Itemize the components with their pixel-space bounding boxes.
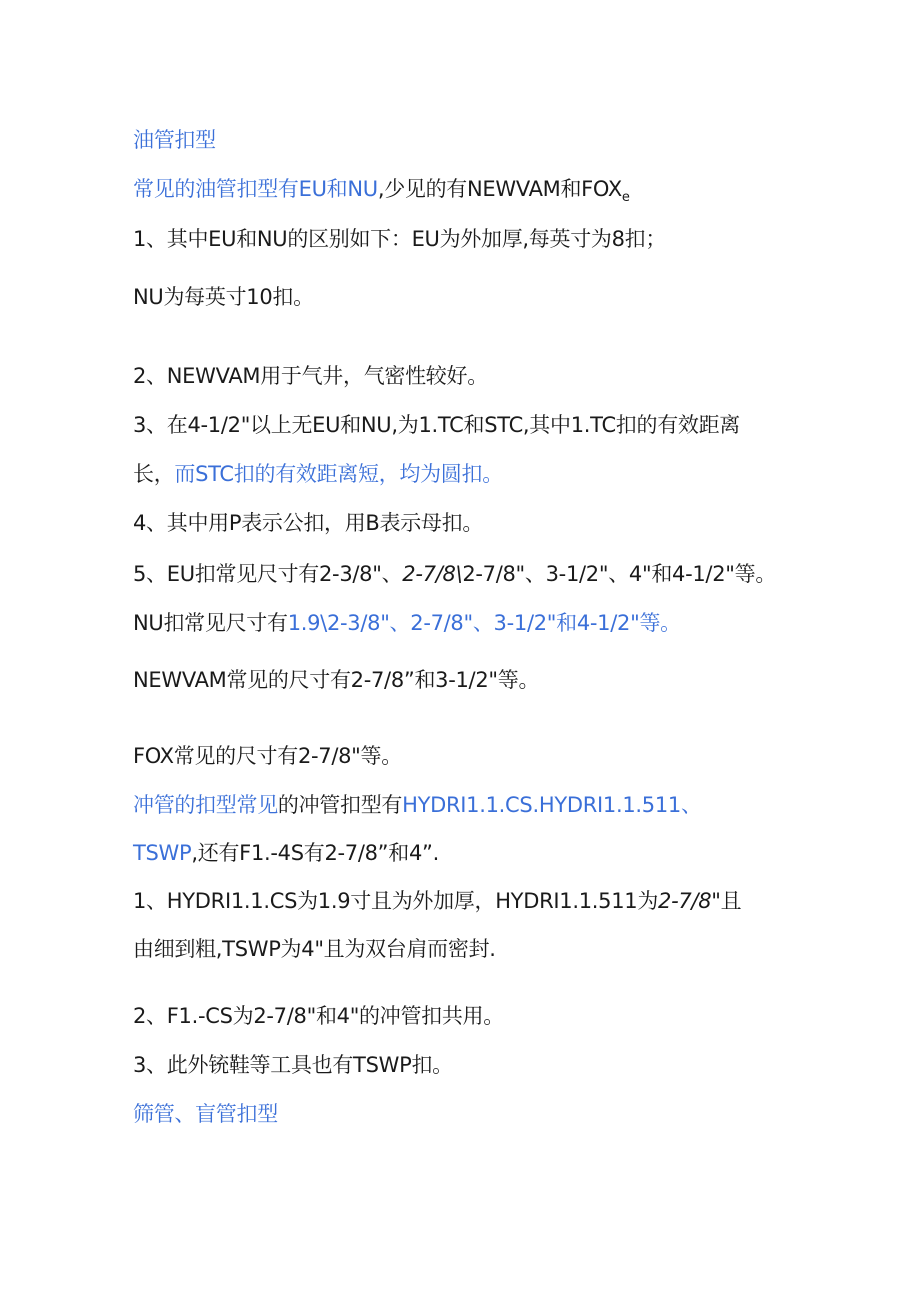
section-heading-tubing-thread: 油管扣型	[133, 128, 216, 152]
p6-highlight-2: HYDRI1.1.CS.HYDRI1.1.511、	[402, 793, 702, 817]
paragraph-1-line-1: 1、其中EU和NU的区别如下：EU为外加厚,每英寸为8扣；	[133, 227, 667, 251]
p7a-end: 且	[720, 889, 742, 913]
p7a-start: 1、HYDRI1.1.CS为1.9寸且为外加厚，HYDRI1.1.511为	[133, 889, 659, 913]
intro-highlight: 常见的油管扣型有EU和NU	[133, 177, 378, 201]
paragraph-3-line-2	[133, 459, 503, 489]
paragraph-5-line-4: FOX常见的尺寸有2-7/8"等。	[133, 744, 402, 768]
paragraph-6-line-2	[133, 838, 439, 868]
p3-highlight: 而STC扣的有效距离短，均为圆扣。	[174, 462, 503, 486]
paragraph-5-line-3: NEWVAM常见的尺寸有2-7/8”和3-1/2"等。	[133, 668, 540, 692]
paragraph-3-line-1: 3、在4-1/2"以上无EU和NU,为1.TC和STC,其中1.TC扣的有效距离	[133, 413, 741, 437]
intro-rest: ,少见的有NEWVAM和FOX	[377, 177, 622, 201]
paragraph-6-line-1	[133, 790, 702, 820]
paragraph-7-line-1	[133, 886, 741, 916]
p5b-highlight: 1.9\2-3/8"、2-7/8"、3-1/2"和4-1/2"等。	[287, 611, 681, 635]
paragraph-7-line-2: 由细到粗,TSWP为4"且为双台肩而密封.	[133, 937, 496, 961]
paragraph-5-line-1	[133, 559, 776, 589]
p5a-end: 2-7/8"、3-1/2"、4"和4-1/2"等。	[462, 562, 777, 586]
p6b-black: ,还有F1.-4S有2-7/8”和4”.	[191, 841, 439, 865]
paragraph-4: 4、其中用P表示公扣，用B表示母扣。	[133, 511, 484, 535]
paragraph-2: 2、NEWVAM用于气井，气密性较好。	[133, 364, 488, 388]
p6-black: 的冲管扣型有	[277, 793, 403, 817]
paragraph-1-line-2: NU为每英寸10扣。	[133, 285, 314, 309]
p5a-italic: 2-7/8\	[402, 562, 463, 586]
section-heading-screen-pipe: 筛管、盲管扣型	[133, 1102, 278, 1126]
p6b-highlight: TSWP	[133, 841, 192, 865]
p3-black: 长，	[133, 462, 175, 486]
p7a-italic: 2-7/8"	[658, 889, 721, 913]
p5b-black: NU扣常见尺寸有	[133, 611, 288, 635]
paragraph-5-line-2	[133, 608, 681, 638]
intro-subscript: e	[621, 190, 630, 206]
p6-highlight-1: 冲管的扣型常见	[133, 793, 278, 817]
paragraph-9: 3、此外铳鞋等工具也有TSWP扣。	[133, 1053, 453, 1077]
p5a-start: 5、EU扣常见尺寸有2-3/8"、	[133, 562, 403, 586]
paragraph-8: 2、F1.-CS为2-7/8"和4"的冲管扣共用。	[133, 1004, 504, 1028]
paragraph-intro	[133, 174, 630, 213]
